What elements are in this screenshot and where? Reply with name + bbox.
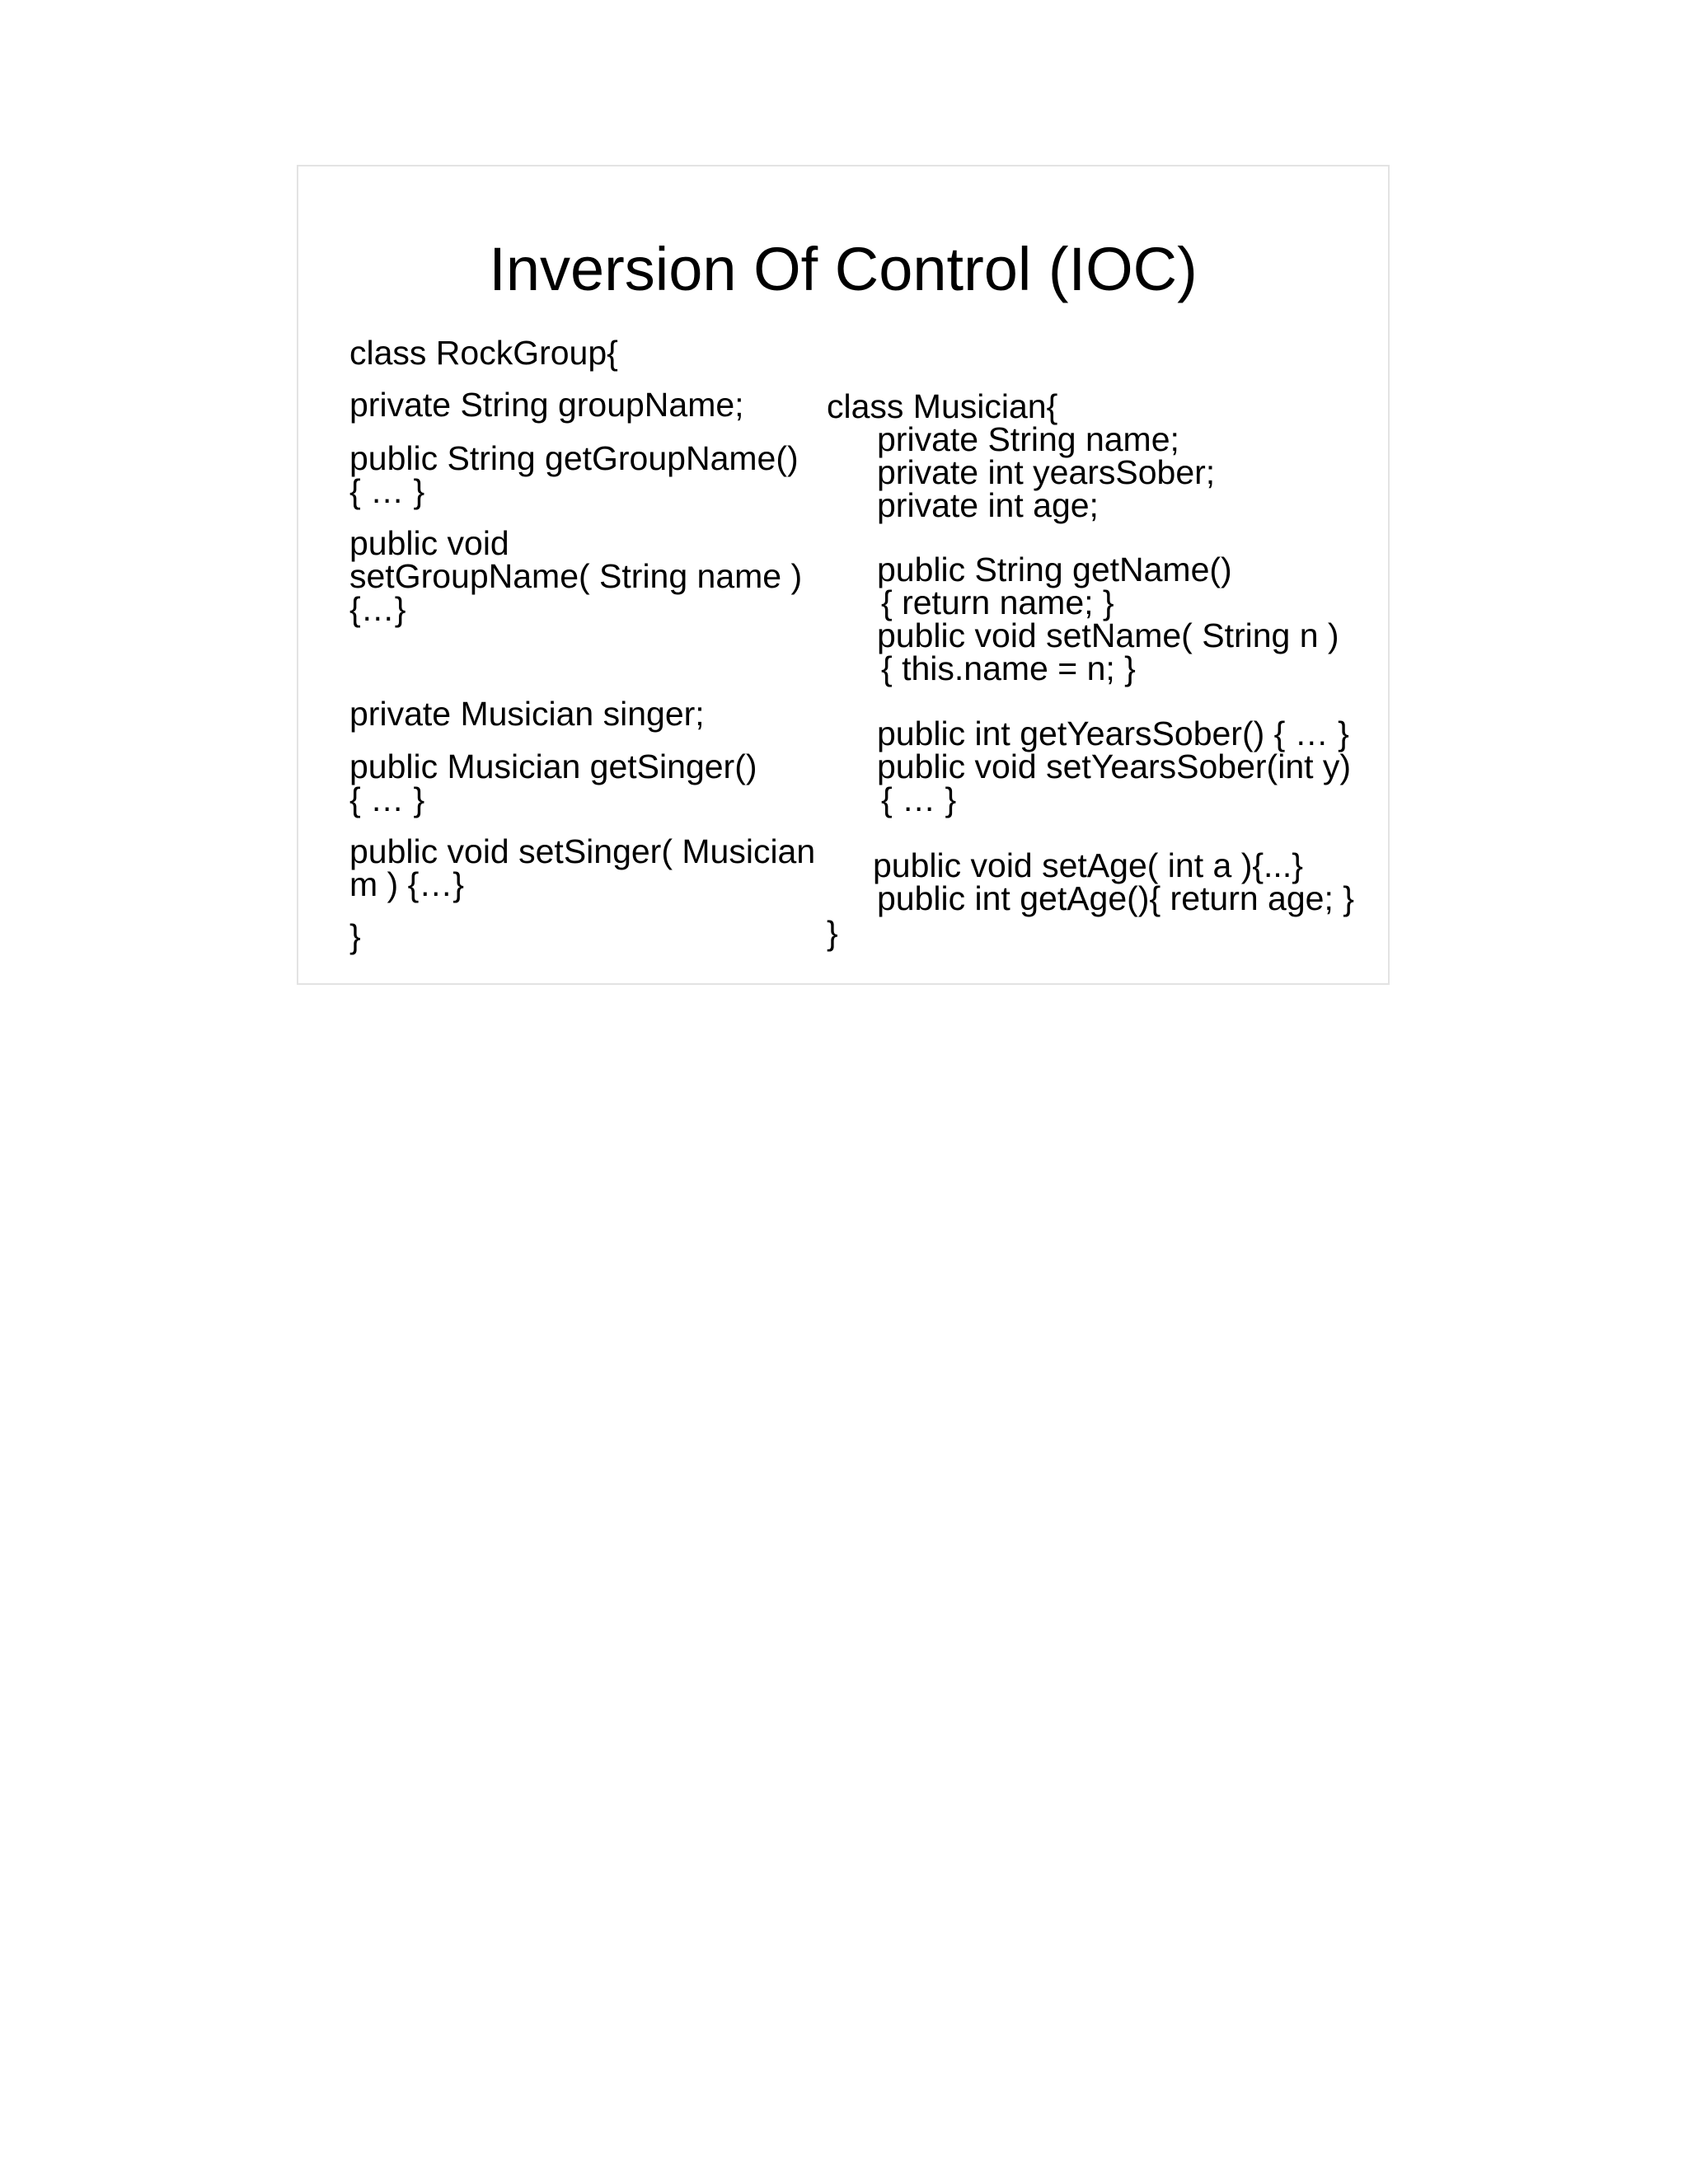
code-line: private String groupName;: [349, 386, 744, 424]
slide: [297, 165, 1390, 985]
code-line: { … }: [349, 472, 425, 510]
code-line: class Musician{: [827, 387, 1058, 425]
code-line: public void setSinger( Musician: [349, 832, 816, 870]
code-line: setGroupName( String name ): [349, 557, 803, 595]
code-line: public String getGroupName(): [349, 439, 799, 477]
code-line: { … }: [881, 780, 957, 818]
code-line: { … }: [349, 780, 425, 818]
code-line: public int getAge(){ return age; }: [877, 879, 1354, 917]
code-line: private Musician singer;: [349, 695, 705, 733]
code-line: public void setName( String n ): [877, 616, 1339, 654]
code-line: { this.name = n; }: [881, 649, 1136, 687]
code-line: public Musician getSinger(): [349, 748, 757, 785]
code-line: public int getYearsSober() { … }: [877, 715, 1349, 752]
code-line: {…}: [349, 590, 406, 628]
code-line: private int yearsSober;: [877, 453, 1216, 491]
code-line: public void setYearsSober(int y): [877, 748, 1352, 785]
code-line: public void setAge( int a ){...}: [873, 846, 1303, 884]
code-line: }: [827, 914, 838, 952]
code-line: class RockGroup{: [349, 334, 618, 372]
slide-title: Inversion Of Control (IOC): [489, 235, 1198, 303]
code-line: private int age;: [877, 486, 1099, 524]
code-line: { return name; }: [881, 583, 1114, 621]
code-line: public void: [349, 524, 509, 562]
code-line: m ) {…}: [349, 865, 464, 903]
code-line: public String getName(): [877, 551, 1232, 588]
code-line: private String name;: [877, 420, 1179, 458]
code-line: }: [349, 917, 361, 955]
